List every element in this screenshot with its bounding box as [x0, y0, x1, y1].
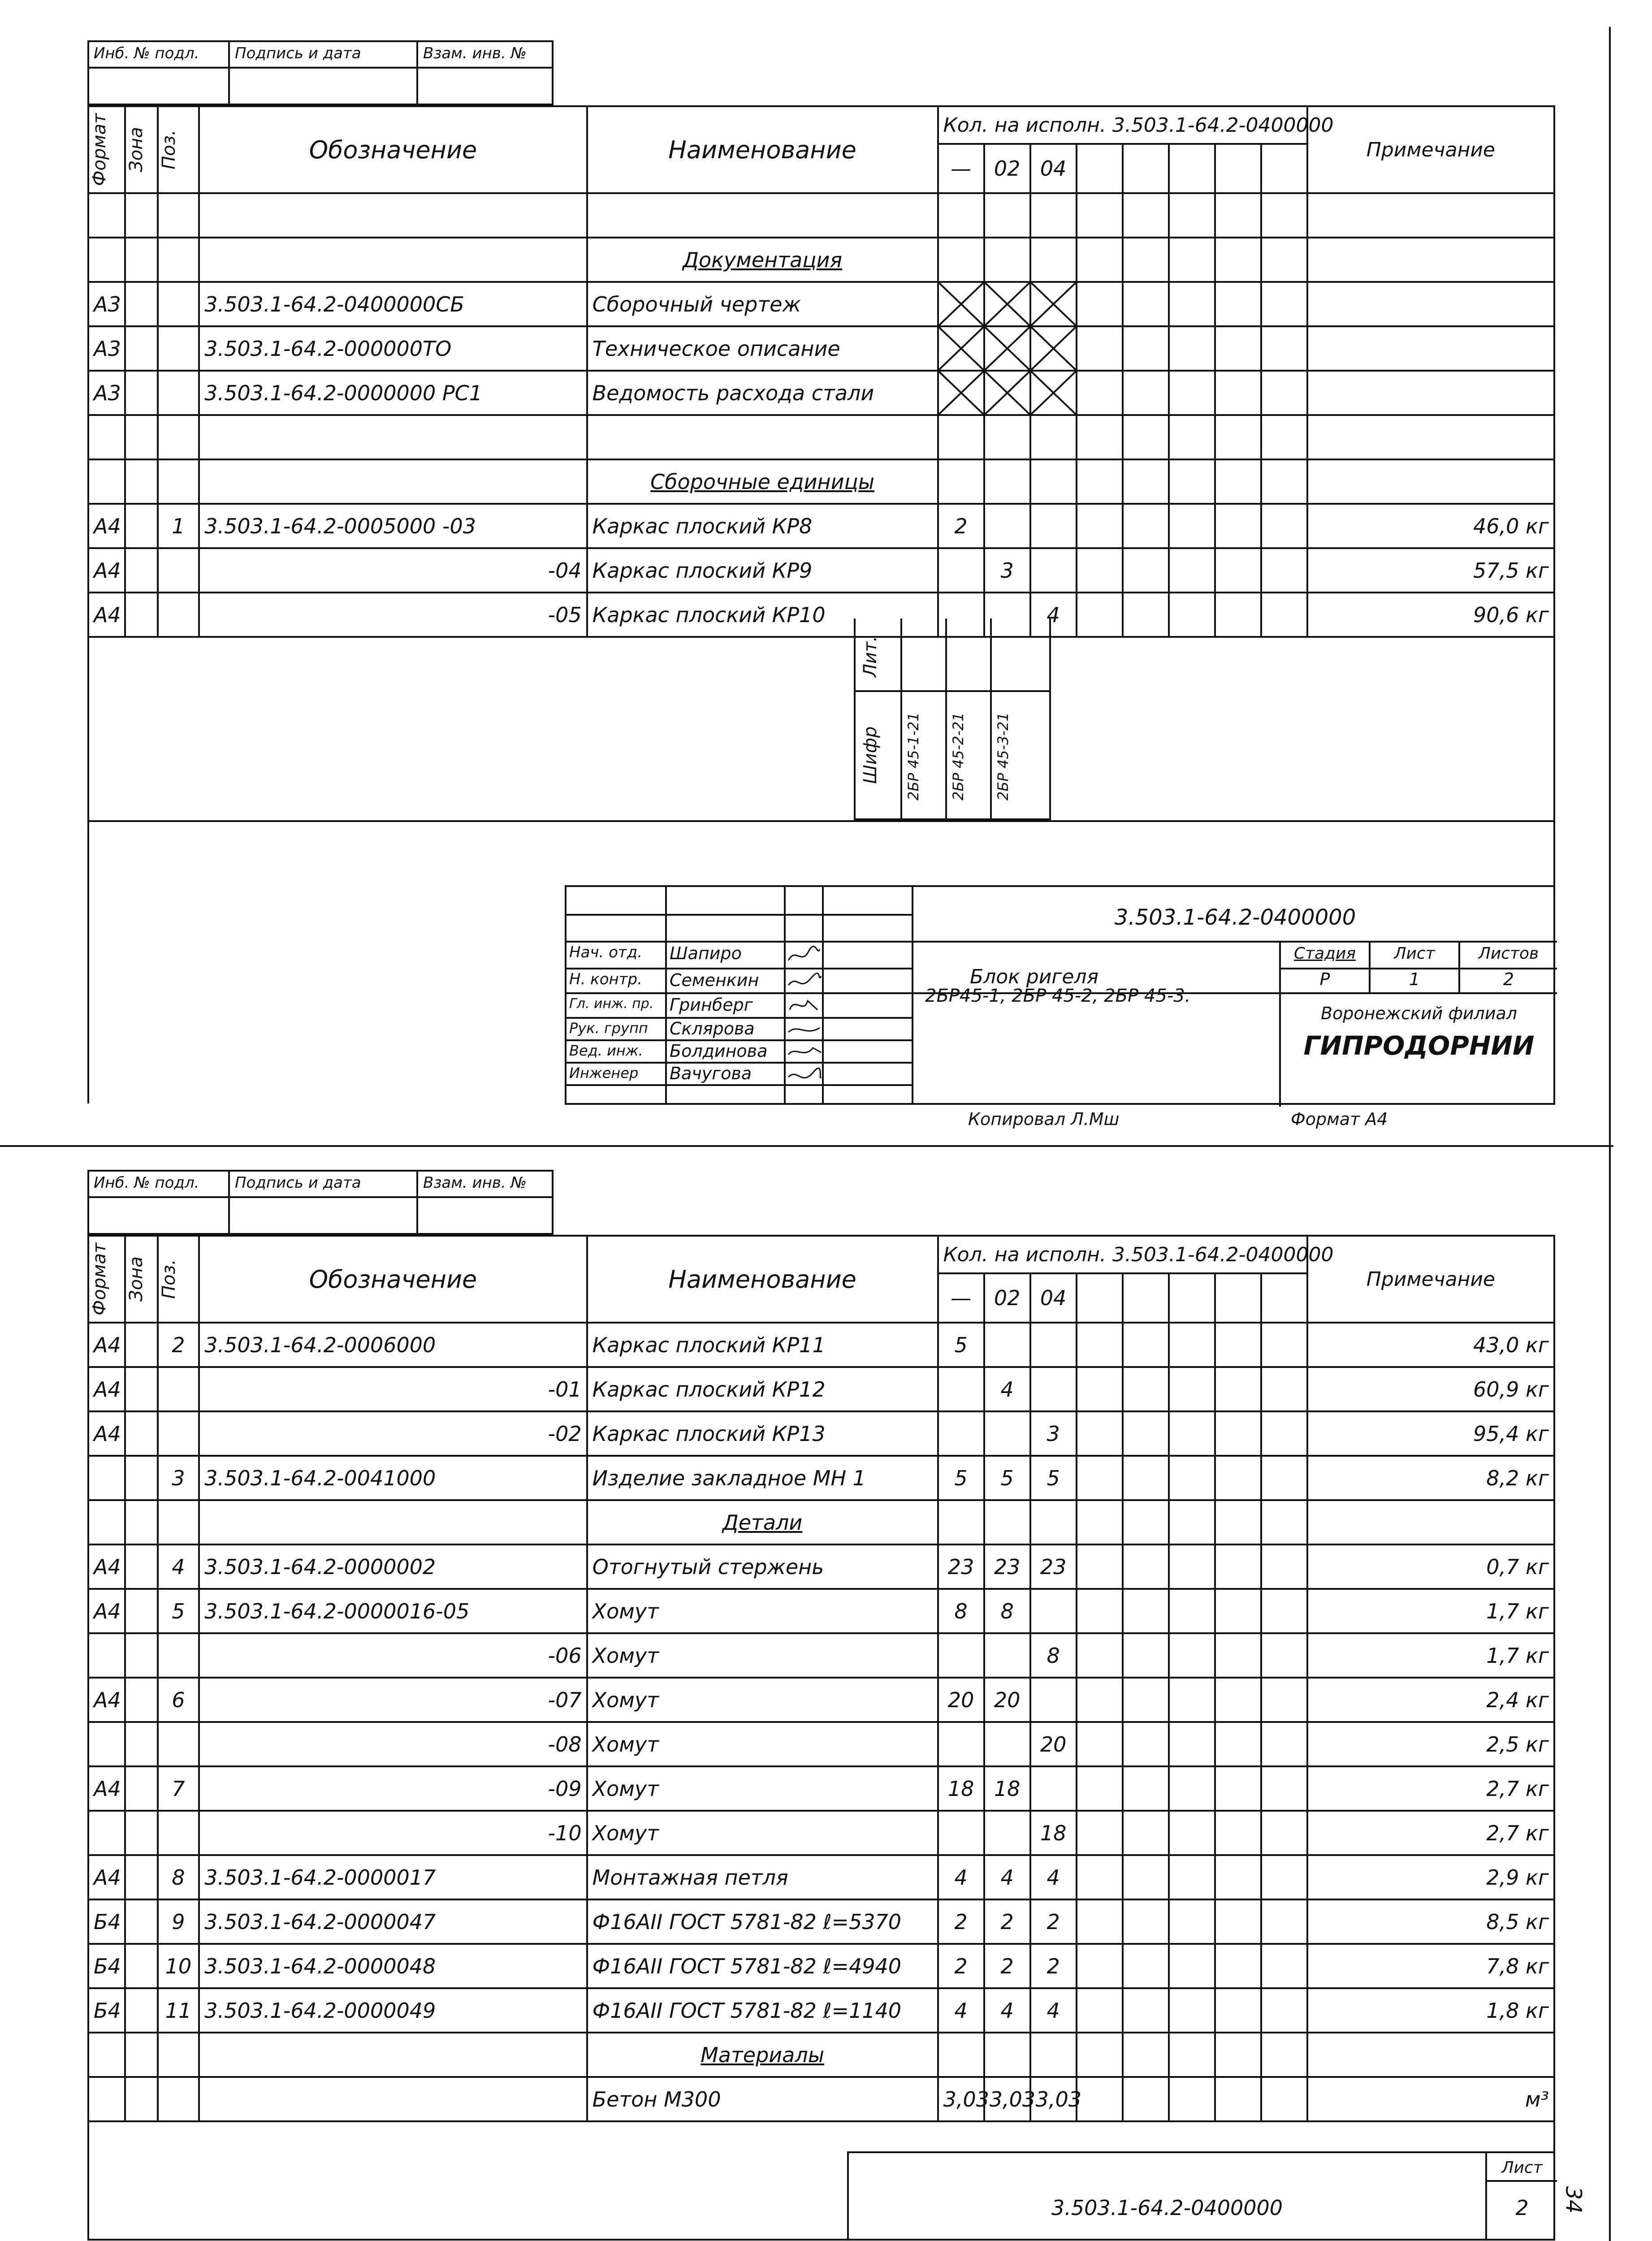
stamp-inv-2: Инб. № подл.: [94, 1174, 199, 1192]
hdr2-qty: Кол. на исполн. 3.503.1-64.2-0400000: [938, 1236, 1307, 1273]
hdr2-name: Наименование: [587, 1236, 938, 1323]
hdr-format: Формат: [89, 113, 110, 186]
org-name: Воронежский филиал: [1320, 1004, 1518, 1023]
hdr2-var4: 04: [1030, 1273, 1077, 1323]
spec-table-2: [87, 1235, 1555, 2122]
table-row: -06 Хомут 8 1,7 кг: [88, 1633, 1554, 1678]
person-4: Склярова: [670, 1019, 755, 1038]
section-documentation: Документация: [587, 238, 938, 282]
shifr-1: 2БР 45-1-21: [905, 712, 922, 800]
table-row: А4 8 3.503.1-64.2-0000017 Монтажная петля 4 4 4 2,9 кг: [88, 1855, 1554, 1899]
section-title: Детали: [587, 1500, 938, 1544]
stamp-replace: Взам. инв. №: [423, 44, 527, 62]
hdr2-zone: Зона: [126, 1256, 147, 1302]
stage-value: Р: [1319, 969, 1330, 989]
hdr-var2: 02: [984, 144, 1030, 193]
role-5: Вед. инж.: [569, 1042, 643, 1059]
role-1: Нач. отд.: [569, 943, 643, 961]
table-row: А4 6 -07 Хомут 20 20 2,4 кг: [88, 1678, 1554, 1722]
table-row: А3 3.503.1-64.2-0000000 РС1 Ведомость расхода стали: [88, 371, 1554, 415]
table-row: Б4 9 3.503.1-64.2-0000047 Ф16АII ГОСТ 5781-82 ℓ=5370 2 2 2 8,5 кг: [88, 1899, 1554, 1944]
hdr-var4: 04: [1030, 144, 1077, 193]
stamp-replace-2: Взам. инв. №: [423, 1174, 527, 1192]
role-4: Рук. групп: [569, 1020, 648, 1037]
lit-label: Лит.: [860, 636, 881, 678]
table-row: А4 7 -09 Хомут 18 18 2,7 кг: [88, 1766, 1554, 1811]
person-2: Семенкин: [670, 970, 759, 990]
title-line-2: 2БР45-1, 2БР 45-2, 2БР 45-3.: [925, 986, 1191, 1006]
person-6: Вачугова: [670, 1064, 752, 1083]
table-row: Б4 11 3.503.1-64.2-0000049 Ф16АII ГОСТ 5781-82 ℓ=1140 4 4 4 1,8 кг: [88, 1988, 1554, 2033]
hdr2-format: Формат: [89, 1242, 110, 1316]
section-assembly-units: Сборочные единицы: [587, 459, 938, 504]
table-row: 3 3.503.1-64.2-0041000 Изделие закладное МН 1 5 5 5 8,2 кг: [88, 1456, 1554, 1500]
hdr2-note: Примечание: [1307, 1236, 1554, 1323]
sheet-header-2: Лист: [1501, 2159, 1543, 2177]
hdr-name: Наименование: [587, 106, 938, 193]
section-title: Материалы: [587, 2033, 938, 2077]
table-row: -08 Хомут 20 2,5 кг: [88, 1722, 1554, 1766]
table-row: А4 5 3.503.1-64.2-0000016-05 Хомут 8 8 1,7 кг: [88, 1589, 1554, 1633]
person-1: Шапиро: [670, 943, 742, 963]
shifr-block: [854, 619, 1051, 820]
copied-by-1: Копировал Л.Мш: [968, 1109, 1120, 1129]
role-3: Гл. инж. пр.: [569, 996, 654, 1012]
hdr-var0: —: [938, 144, 984, 193]
hdr-pos: Поз.: [158, 130, 179, 170]
role-6: Инженер: [569, 1064, 639, 1082]
sheets-value: 2: [1503, 969, 1514, 989]
stage-header: Стадия: [1293, 944, 1356, 963]
shifr-2: 2БР 45-2-21: [950, 712, 967, 800]
section-row: [88, 1500, 1554, 1544]
stamp-inv: Инб. № подл.: [94, 44, 199, 62]
doc-code-2: 3.503.1-64.2-0400000: [1051, 2196, 1283, 2220]
hdr-qty: Кол. на исполн. 3.503.1-64.2-0400000: [938, 106, 1307, 144]
hdr-zone: Зона: [126, 127, 147, 173]
hdr-note: Примечание: [1307, 106, 1554, 193]
hdr2-var2: 02: [984, 1273, 1030, 1323]
table-row: А4 1 3.503.1-64.2-0005000 -03 Каркас плоский КР8 2 46,0 кг: [88, 504, 1554, 548]
table-row: Б4 10 3.503.1-64.2-0000048 Ф16АII ГОСТ 5781-82 ℓ=4940 2 2 2 7,8 кг: [88, 1944, 1554, 1988]
table-row: А4 -01 Каркас плоский КР12 4 60,9 кг: [88, 1367, 1554, 1411]
role-2: Н. контр.: [569, 970, 642, 988]
shifr-label: Шифр: [860, 726, 881, 784]
table-row: А4 -02 Каркас плоский КР13 3 95,4 кг: [88, 1411, 1554, 1456]
table-row: Бетон М300 3,03 3,03 3,03 м³: [88, 2077, 1554, 2121]
person-5: Болдинова: [670, 1041, 768, 1061]
table-row: А3 3.503.1-64.2-000000ТО Техническое описание: [88, 326, 1554, 371]
org-institute: ГИПРОДОРНИИ: [1303, 1030, 1535, 1061]
hdr2-var0: —: [938, 1273, 984, 1323]
table-row: А4 2 3.503.1-64.2-0006000 Каркас плоский КР11 5 43,0 кг: [88, 1323, 1554, 1367]
sheet-value-2: 2: [1515, 2196, 1529, 2220]
signatures: [786, 943, 822, 1104]
stamp-box: [87, 40, 554, 105]
page-number: 34: [1561, 2186, 1586, 2214]
hdr2-designation: Обозначение: [199, 1236, 587, 1323]
shifr-3: 2БР 45-3-21: [995, 712, 1012, 800]
title-block-1: [565, 885, 1555, 1105]
stamp-box-2: [87, 1170, 554, 1235]
stamp-sign-2: Подпись и дата: [235, 1174, 361, 1192]
table-row: А4 -05 Каркас плоский КР10 4 90,6 кг: [88, 593, 1554, 637]
person-3: Гринберг: [670, 995, 753, 1015]
section-row: [88, 2033, 1554, 2077]
title-line-1: Блок ригеля: [970, 965, 1099, 988]
table-row: А4 -04 Каркас плоский КР9 3 57,5 кг: [88, 548, 1554, 593]
hdr-designation: Обозначение: [199, 106, 587, 193]
doc-code-1: 3.503.1-64.2-0400000: [1114, 905, 1356, 930]
hdr2-pos: Поз.: [158, 1259, 179, 1299]
sheet-header: Лист: [1394, 944, 1435, 963]
sheet-2: [0, 1165, 1652, 2241]
format-1: Формат А4: [1291, 1109, 1388, 1129]
table-row: А3 3.503.1-64.2-0400000СБ Сборочный чертеж: [88, 282, 1554, 326]
table-row: А4 4 3.503.1-64.2-0000002 Отогнутый стержень 23 23 23 0,7 кг: [88, 1544, 1554, 1589]
spec-table-1: [87, 105, 1555, 638]
table-row: -10 Хомут 18 2,7 кг: [88, 1811, 1554, 1855]
sheets-header: Листов: [1478, 944, 1539, 963]
bottom-stamp-2: [847, 2151, 1555, 2241]
page-divider: [0, 1145, 1613, 1147]
stamp-sign: Подпись и дата: [235, 44, 361, 62]
sheet-value: 1: [1409, 969, 1420, 989]
